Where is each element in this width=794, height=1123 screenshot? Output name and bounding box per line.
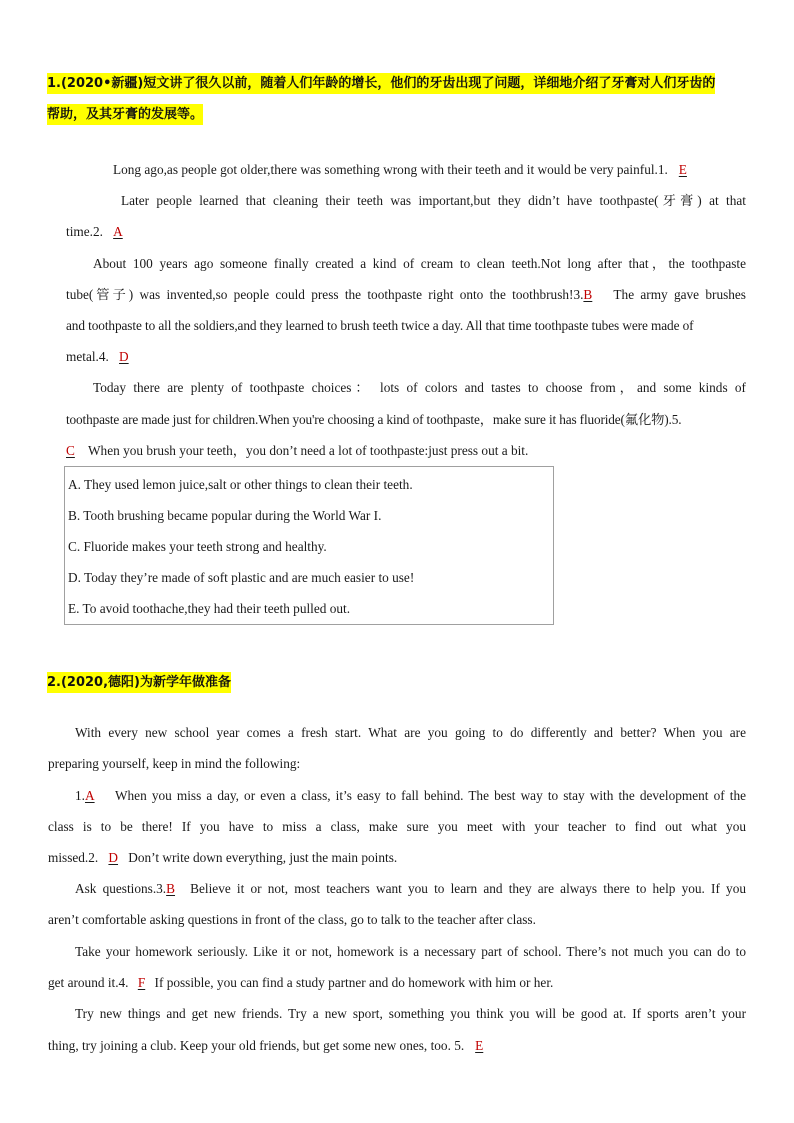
q2-p2-line1-post: When you miss a day, or even a class, it’s easy to fall behind. The best way to stay with the development of the	[114, 788, 746, 803]
answer-blank-q2-1[interactable]: A	[84, 788, 95, 803]
q1-heading-line1: 1.(2020•新疆)短文讲了很久以前，随着人们年龄的增长，他们的牙齿出现了问题，详细地介绍了牙膏对人们牙齿的	[47, 73, 715, 94]
q1-p3-line2-post: The army gave brushes	[613, 287, 746, 302]
q2-p5-line1: Try new things and get new friends. Try a new sport, something you think you will be good at. If sports aren’t your	[75, 1006, 746, 1021]
q2-p3-line1-post: Believe it or not, most teachers want you to learn and they are always there to help you. If you	[190, 881, 747, 896]
q2-p4-line2-post: If possible, you can find a study partner and do homework with him or her.	[154, 975, 554, 990]
q2-p2-line3-pre: missed.2.	[48, 850, 99, 865]
q2-p4-line2-pre: get around it.4.	[48, 975, 129, 990]
q2-p2-line3	[48, 850, 397, 866]
answer-blank-4[interactable]: D	[119, 349, 129, 364]
answer-blank-q2-4[interactable]: F	[137, 975, 146, 990]
answer-blank-q2-3[interactable]: B	[166, 881, 176, 896]
q2-p3-line2: aren’t comfortable asking questions in front of the class, go to talk to the teacher after class.	[48, 912, 536, 927]
q1-p3-line4	[66, 349, 139, 365]
q1-p3-line2-text: tube(管子) was invented,so people could press the toothpaste right onto the toothbrush!3.	[66, 287, 584, 302]
q1-p3-line3: and toothpaste to all the soldiers,and they learned to brush teeth twice a day. All that time toothpaste tubes were made of	[66, 318, 694, 333]
answer-blank-q2-2[interactable]: D	[108, 850, 119, 865]
q2-p1-line2: preparing yourself, keep in mind the following:	[48, 756, 301, 771]
q1-p4-line1: Today there are plenty of toothpaste choices： lots of colors and tastes to choose from，and some kinds of	[93, 380, 746, 395]
q1-p3-line1: About 100 years ago someone finally created a kind of cream to clean teeth.Not long after that，the toothpaste	[93, 256, 746, 271]
q1-p2-line1: Later people learned that cleaning their teeth was important,but they didn’t have toothpaste(牙膏) at that	[121, 193, 746, 208]
q1-p4-line3	[66, 443, 528, 459]
q1-heading	[47, 68, 747, 130]
answer-blank-q2-5[interactable]: E	[475, 1038, 484, 1053]
q1-p4-line2: toothpaste are made just for children.When you're choosing a kind of toothpaste，make sure it has fluoride(氟化物).5.	[66, 412, 682, 427]
q1-p1-text: Long ago,as people got older,there was something wrong with their teeth and it would be very painful.1.	[113, 162, 668, 177]
q2-p5-line2-pre: thing, try joining a club. Keep your old friends, but get some new ones, too. 5.	[48, 1038, 465, 1053]
options-box	[64, 466, 554, 625]
q1-p4-line3-post: When you brush your teeth，you don’t need a lot of toothpaste:just press out a bit.	[88, 443, 529, 458]
q1-p2-line2-text: time.2.	[66, 224, 103, 239]
q2-p3-line1	[75, 881, 746, 897]
q2-heading-text: 2.(2020,德阳)为新学年做准备	[47, 672, 231, 693]
q2-p5-line2	[48, 1038, 494, 1054]
option-d: D. Today they’re made of soft plastic and are much easier to use!	[68, 570, 415, 585]
q2-p2-num: 1.	[75, 788, 85, 803]
option-b: B. Tooth brushing became popular during the World War I.	[68, 508, 382, 523]
answer-blank-5[interactable]: C	[66, 443, 75, 458]
option-e: E. To avoid toothache,they had their teeth pulled out.	[68, 601, 351, 616]
q1-p3-line2	[66, 287, 746, 303]
q2-p3-line1-pre: Ask questions.3.	[75, 881, 167, 896]
q1-heading-line2: 帮助，及其牙膏的发展等。	[47, 104, 203, 125]
answer-blank-3[interactable]: B	[583, 287, 593, 302]
q2-p4-line2	[48, 975, 553, 991]
q2-p2-line2: class is to be there! If you have to miss a class, make sure you meet with your teacher to find out what you	[48, 819, 746, 834]
q1-p1	[113, 162, 698, 178]
q2-p2-line1	[75, 788, 746, 804]
q2-p1-line1: With every new school year comes a fresh start. What are you going to do differently and better? When you are	[75, 725, 746, 740]
option-a: A. They used lemon juice,salt or other things to clean their teeth.	[68, 477, 413, 492]
q1-p2-line2	[66, 224, 133, 240]
q2-p2-line3-post: Don’t write down everything, just the main points.	[128, 850, 398, 865]
option-c: C. Fluoride makes your teeth strong and healthy.	[68, 539, 327, 554]
q2-p4-line1: Take your homework seriously. Like it or not, homework is a necessary part of school. There’s not much you can do to	[75, 944, 746, 959]
q1-p3-line4-text: metal.4.	[66, 349, 109, 364]
q2-heading	[47, 667, 231, 698]
answer-blank-1[interactable]: E	[678, 162, 687, 177]
answer-blank-2[interactable]: A	[113, 224, 123, 239]
